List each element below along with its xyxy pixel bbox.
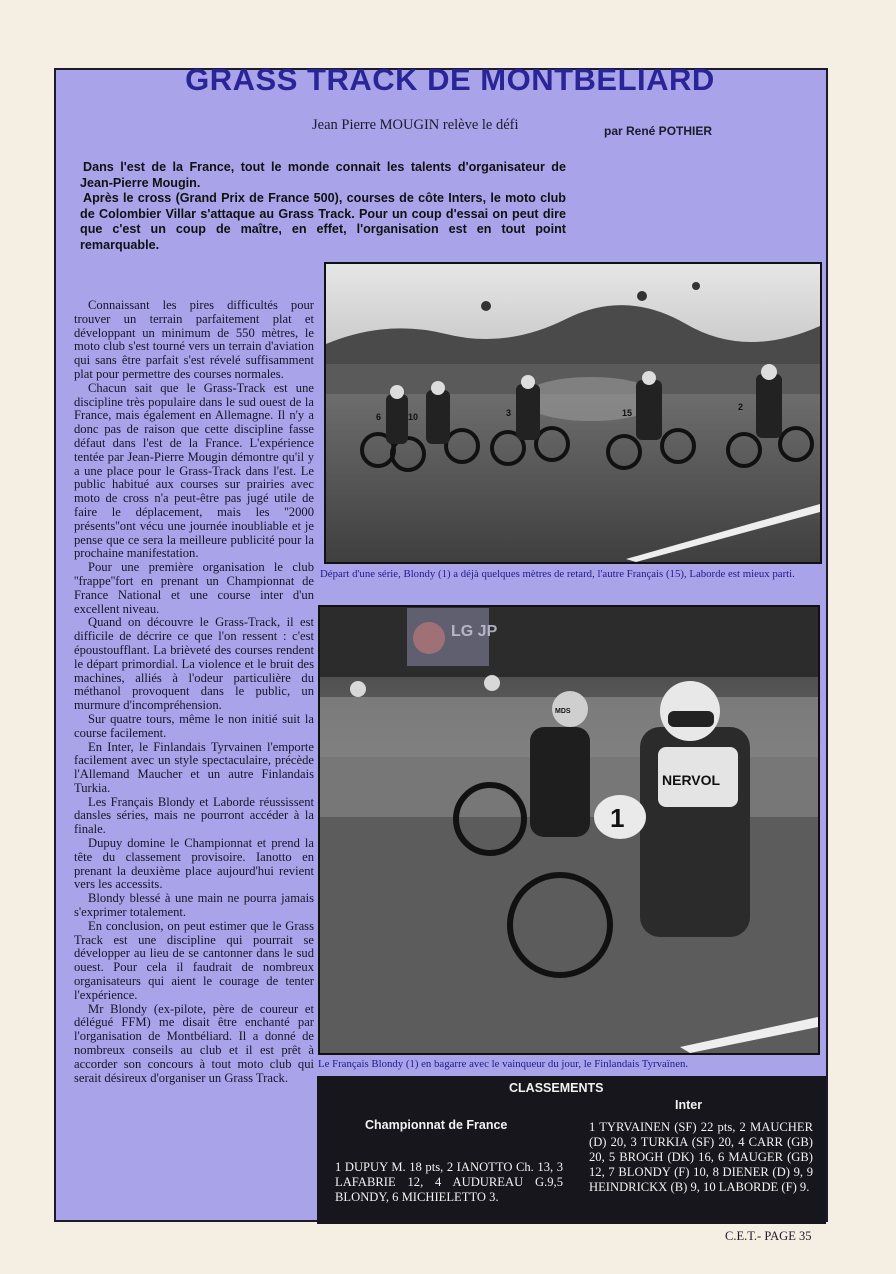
body-paragraph: Quand on découvre le Grass-Track, il est difficile de décrire ce que l'on ressent : c'est époustoufflant. La brièveté des courses rendent le départ primordial. La violence et le bruit des machines, alliés à l'odeur particulière du méthanol provoquent dans le public, un murmure d'incompréhension.: [74, 615, 314, 713]
page-footer: C.E.T.- PAGE 35: [725, 1229, 812, 1243]
bike-number: 10: [408, 412, 419, 422]
championnat-results: 1 DUPUY M. 18 pts, 2 IANOTTO Ch. 13, 3 LAFABRIE 12, 4 AUDUREAU G.9,5 BLONDY, 6 MICHIELETTO 3.: [335, 1160, 563, 1204]
race-start-photo-image: [326, 264, 820, 562]
duel-photo: [318, 605, 820, 1055]
inter-heading: Inter: [675, 1098, 703, 1112]
duel-caption: Le Français Blondy (1) en bagarre avec le vainqueur du jour, le Finlandais Tyrvaïnen.: [318, 1058, 689, 1070]
sponsor-label: NERVOL: [662, 772, 721, 788]
body-paragraph: Chacun sait que le Grass-Track est une discipline très populaire dans le sud ouest de la France, mais également en Allemagne. Il n'y a donc pas de raison que cette discipline fasse défaut dans l'est de la France. L'expérience tentée par Jean-Pierre Mougin démontre qu'il y a une place pour le Grass-Track dans l'est. Le public habitué aux courses sur prairies avec moto de cross n'a peut-être pas jugé utile de faire le déplacement, mais les ''2000 présents''ont vécu une journée inoubliable et je pense que ce sera la meilleure publicité pour la prochaine manifestation.: [74, 380, 314, 561]
article-byline: par René POTHIER: [604, 124, 713, 138]
body-paragraph: En Inter, le Finlandais Tyrvainen l'emporte facilement avec un style spectaculaire, précède l'Allemand Maucher et un autre Finlandais Turkia.: [74, 739, 314, 795]
bike-number: 2: [738, 402, 744, 412]
article-body: [74, 299, 314, 1085]
body-paragraph: En conclusion, on peut estimer que le Grass Track est une discipline qui pourrait se développer au lieu de se cantonner dans le sud ouest. Pour cela il faudrait de nombreux organisateurs qui aient le courage de tenter l'expérience.: [74, 918, 314, 1002]
inter-results: 1 TYRVAINEN (SF) 22 pts, 2 MAUCHER (D) 20, 3 TURKIA (SF) 20, 4 CARR (GB) 20, 5 BROGH (DK) 16, 6 MAUGER (GB) 12, 7 BLONDY (F) 10, 8 DIENER (D) 9, 9 HEINDRICKX (B) 9, 10 LABORDE (F) 9.: [589, 1120, 813, 1194]
helmet-label: MDS: [555, 708, 571, 715]
watermark-logo: [407, 608, 498, 666]
body-paragraph: Pour une première organisation le club ''frappe''fort en prenant un Championnat de France National et une course inter d'un excellent niveau.: [74, 560, 314, 616]
intro-paragraphs: [80, 160, 566, 254]
bike-number: 6: [376, 412, 382, 422]
duel-photo-image: [320, 607, 818, 1053]
article-title: GRASS TRACK DE MONTBELIARD: [185, 62, 715, 97]
results-title: CLASSEMENTS: [509, 1081, 604, 1095]
race-start-photo: [324, 262, 822, 564]
body-paragraph: Mr Blondy (ex-pilote, père de coureur et délégué FFM) me disait être enchanté par l'organisation de Montbéliard. Il a donné de nombreux conseils au club et il est prêt à accorder son concours à tout moto club qui serait désireux d'organiser un Grass Track.: [74, 1001, 314, 1085]
bike-number: 3: [506, 408, 512, 418]
race-start-caption: Départ d'une série, Blondy (1) a déjà quelques mètres de retard, l'autre Français (15), Laborde est mieux parti.: [320, 568, 795, 580]
article-subtitle: Jean Pierre MOUGIN relève le défi: [312, 117, 519, 133]
intro-paragraph: Après le cross (Grand Prix de France 500), courses de côte Inters, le moto club de Colombier Villar s'attaque au Grass Track. Pour un coup d'essai on peut dire que c'est un coup de maître, en effet, l'organisation est en tout point remarquable.: [80, 191, 566, 252]
body-paragraph: Connaissant les pires difficultés pour trouver un terrain parfaitement plat et développant un minimum de 550 mètres, le moto club s'est tourné vers un terrain d'aviation qui sans être parfait s'est révelé suffisamment plat pour permettre des courses normales.: [74, 298, 314, 381]
championnat-heading: Championnat de France: [365, 1118, 508, 1132]
body-paragraph: Sur quatre tours, même le non initié suit la course facilement.: [74, 711, 314, 740]
bike-number: 15: [622, 408, 633, 418]
intro-paragraph: Dans l'est de la France, tout le monde connait les talents d'organisateur de Jean-Pierre Mougin.: [80, 160, 566, 190]
body-paragraph: Les Français Blondy et Laborde réussissent dansles séries, mais ne pourront accéder à la finale.: [74, 794, 314, 837]
body-paragraph: Dupuy domine le Championnat et prend la tête du classement provisoire. Ianotto en prenant la deuxième place aujourd'hui revient vers les accessits.: [74, 836, 314, 892]
results-box: [317, 1076, 826, 1224]
watermark-text: LG JP: [451, 623, 498, 640]
bike-number: 1: [610, 803, 625, 833]
body-paragraph: Blondy blessé à une main ne pourra jamais s'exprimer totalement.: [74, 891, 314, 920]
